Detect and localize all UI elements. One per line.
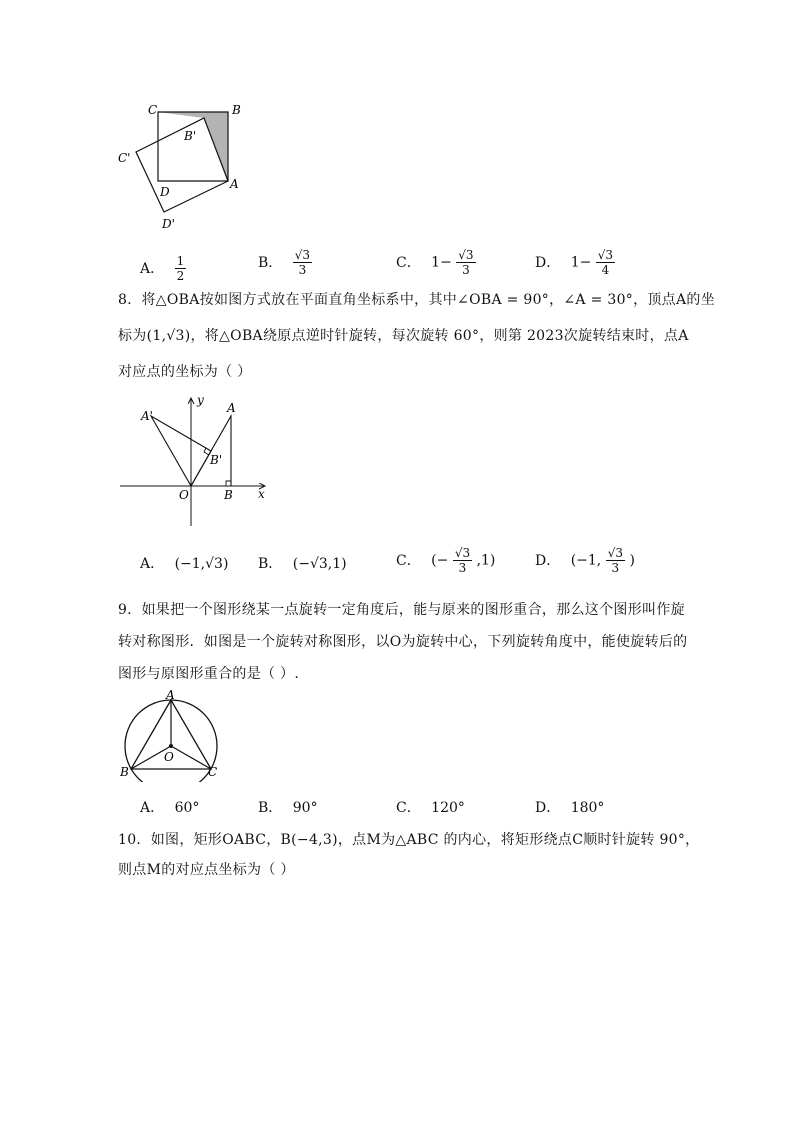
q8-label-aprime: A' xyxy=(141,409,153,423)
q7-option-d[interactable] xyxy=(535,248,615,277)
q8-option-b[interactable] xyxy=(258,554,347,574)
option-pre: (−1, xyxy=(570,552,602,569)
q9-option-a[interactable] xyxy=(140,798,199,818)
q7-shaded-region xyxy=(158,112,228,181)
option-text: (−√3,1) xyxy=(292,556,347,572)
q7-label-dprime: D' xyxy=(162,217,175,231)
q8-text-line-2: 标为(1,√3)，将△OBA绕原点逆时针旋转，每次旋转 60°，则第 2023次旋转结束时，点A xyxy=(118,328,689,344)
q8-label-y: y xyxy=(197,393,204,407)
option-text: 90° xyxy=(292,800,318,816)
q10-text-line-2: 则点M的对应点坐标为（ ） xyxy=(118,862,295,878)
q9-label-o: O xyxy=(164,750,174,764)
q9-label-a: A xyxy=(166,688,175,702)
q10-text-line-1: 10．如图，矩形OABC，B(−4,3)，点M为△ABC 的内心，将矩形绕点C顺时针旋转 90°， xyxy=(118,832,700,848)
option-post: ) xyxy=(629,552,635,569)
option-label: A． xyxy=(140,260,165,277)
q7-figure xyxy=(112,98,262,234)
q8-label-b: B xyxy=(224,488,233,502)
option-label: A． xyxy=(140,556,165,572)
option-pre: (− xyxy=(431,552,449,569)
q9-text-line-1: 9．如果把一个图形绕某一点旋转一定角度后，能与原来的图形重合，那么这个图形叫作旋 xyxy=(118,602,685,618)
option-label: C． xyxy=(396,552,421,569)
option-label: C． xyxy=(396,800,421,816)
q8-text-line-1: 8．将△OBA按如图方式放在平面直角坐标系中，其中∠OBA = 90°，∠A = 30°，顶点A的坐 xyxy=(118,292,715,308)
q8-triangle-rotated xyxy=(151,416,211,486)
option-label: B． xyxy=(258,254,283,271)
option-label: D． xyxy=(535,552,561,569)
q9-text-line-2: 转对称图形．如图是一个旋转对称图形，以O为旋转中心，下列旋转角度中，能使旋转后的 xyxy=(118,634,688,650)
option-post: ,1) xyxy=(476,552,496,569)
option-label: D． xyxy=(535,254,561,271)
fraction: $\frac{√3}{3}$ xyxy=(294,248,311,277)
q9-option-d[interactable] xyxy=(535,798,604,818)
q9-label-c: C xyxy=(208,765,218,779)
option-label: A． xyxy=(140,800,165,816)
q9-option-c[interactable] xyxy=(396,798,465,818)
q9-option-b[interactable] xyxy=(258,798,318,818)
q9-label-b: B xyxy=(120,765,129,779)
q7-label-bprime: B' xyxy=(184,129,197,143)
q9-center-dot xyxy=(169,744,173,748)
q8-option-c[interactable] xyxy=(396,546,495,575)
option-label: C． xyxy=(396,254,421,271)
fraction: $\frac{√3}{4}$ xyxy=(597,248,614,277)
q7-label-d: D xyxy=(160,185,170,199)
fraction: $\frac{√3}{3}$ xyxy=(458,248,474,277)
option-text: (−1,√3) xyxy=(174,556,229,572)
q8-label-bprime: B' xyxy=(210,453,223,467)
q7-label-a: A xyxy=(230,177,239,191)
q8-label-o: O xyxy=(179,488,189,502)
q7-label-b: B xyxy=(232,103,241,117)
q8-right-angle-b xyxy=(226,481,231,486)
q7-option-c[interactable] xyxy=(396,248,476,277)
option-label: B． xyxy=(258,556,283,572)
fraction: $\frac{1}{2}$ xyxy=(176,254,185,283)
q7-option-b[interactable] xyxy=(258,248,312,277)
option-text: 120° xyxy=(431,800,465,816)
q8-option-d[interactable] xyxy=(535,546,635,575)
q9-figure xyxy=(116,688,226,782)
q8-option-a[interactable] xyxy=(140,554,228,574)
q8-figure xyxy=(115,392,275,532)
option-label: B． xyxy=(258,800,283,816)
fraction: $\frac{√3}{3}$ xyxy=(454,546,471,575)
q9-text-line-3: 图形与原图形重合的是（ ）. xyxy=(118,666,300,682)
fraction: $\frac{√3}{3}$ xyxy=(607,546,623,575)
option-prefix: 1− xyxy=(431,254,452,271)
q7-option-a[interactable] xyxy=(140,254,186,283)
option-prefix: 1− xyxy=(570,254,592,271)
q8-text-line-3: 对应点的坐标为（ ） xyxy=(118,364,252,380)
q8-label-x: x xyxy=(258,487,265,501)
option-label: D． xyxy=(535,800,561,816)
q7-label-c: C xyxy=(148,103,158,117)
q7-label-cprime: C' xyxy=(118,151,131,165)
option-text: 60° xyxy=(174,800,200,816)
option-text: 180° xyxy=(570,800,605,816)
q8-label-a: A xyxy=(227,401,236,415)
